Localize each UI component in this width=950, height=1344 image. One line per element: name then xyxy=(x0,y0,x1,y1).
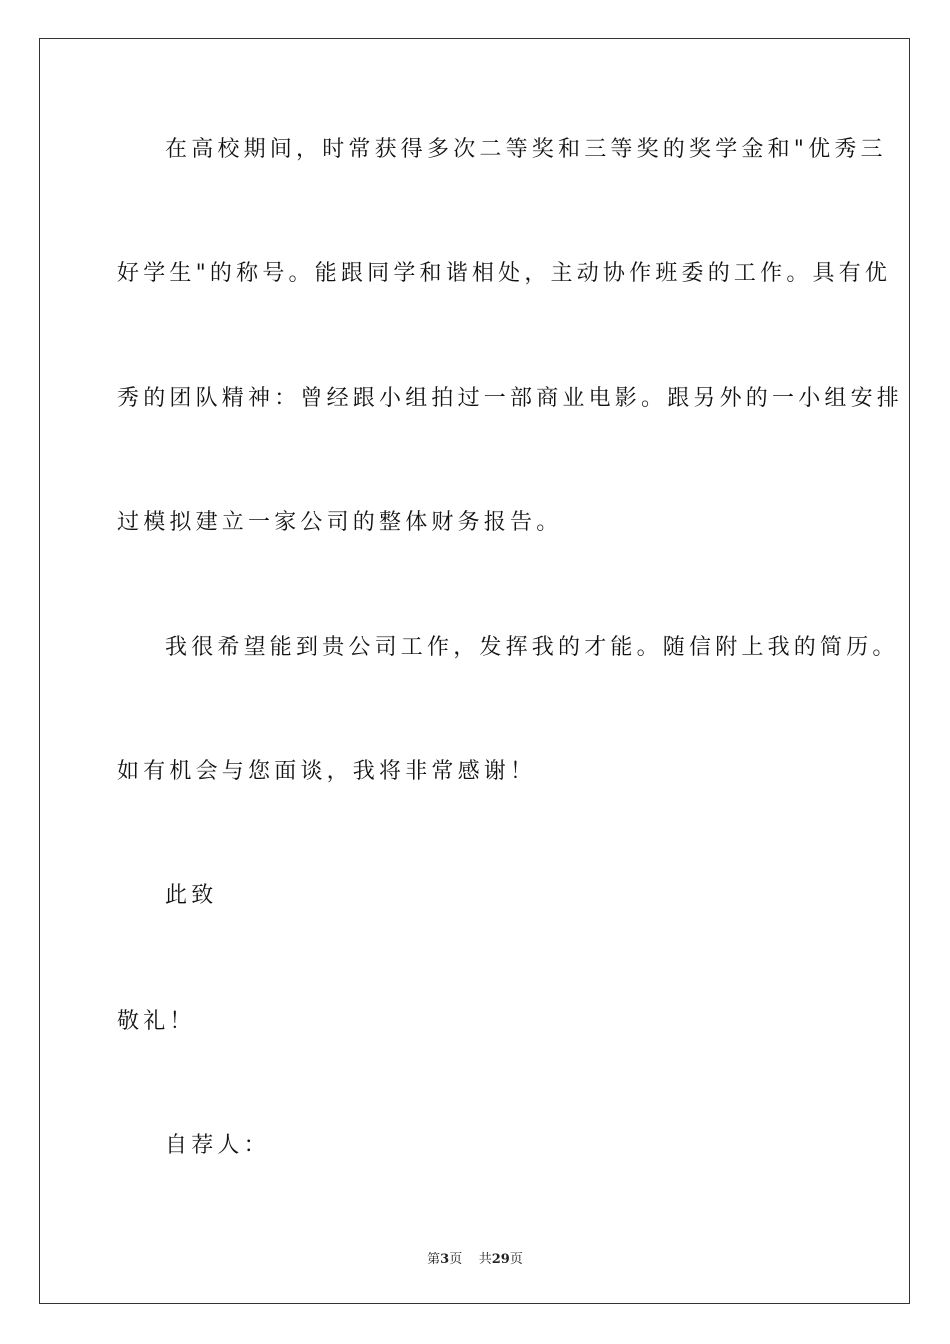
footer-page-prefix: 第 xyxy=(427,1252,441,1267)
paragraph-line-2: 好学生"的称号。能跟同学和谐相处，主动协作班委的工作。具有优 xyxy=(117,261,892,286)
footer-total-prefix: 共 xyxy=(478,1252,492,1267)
closing-respect: 敬礼！ xyxy=(117,1009,196,1034)
paragraph-line-3: 秀的团队精神：曾经跟小组拍过一部商业电影。跟另外的一小组安排 xyxy=(117,386,904,411)
paragraph-line-1: 在高校期间，时常获得多次二等奖和三等奖的奖学金和"优秀三 xyxy=(165,137,887,162)
footer-total-pages: 29 xyxy=(491,1252,510,1267)
footer-total-suffix: 页 xyxy=(509,1252,523,1267)
page-border xyxy=(39,38,910,1304)
paragraph-line-4: 过模拟建立一家公司的整体财务报告。 xyxy=(117,510,563,535)
paragraph-line-6: 如有机会与您面谈，我将非常感谢！ xyxy=(117,759,537,784)
footer-page-suffix: 页 xyxy=(449,1252,463,1267)
paragraph-line-5: 我很希望能到贵公司工作，发挥我的才能。随信附上我的简历。 xyxy=(165,635,899,660)
closing-salutation: 此致 xyxy=(165,883,218,908)
footer-page-number: 3 xyxy=(440,1252,450,1267)
signature-label: 自荐人： xyxy=(165,1133,270,1158)
page-footer xyxy=(0,1248,950,1267)
